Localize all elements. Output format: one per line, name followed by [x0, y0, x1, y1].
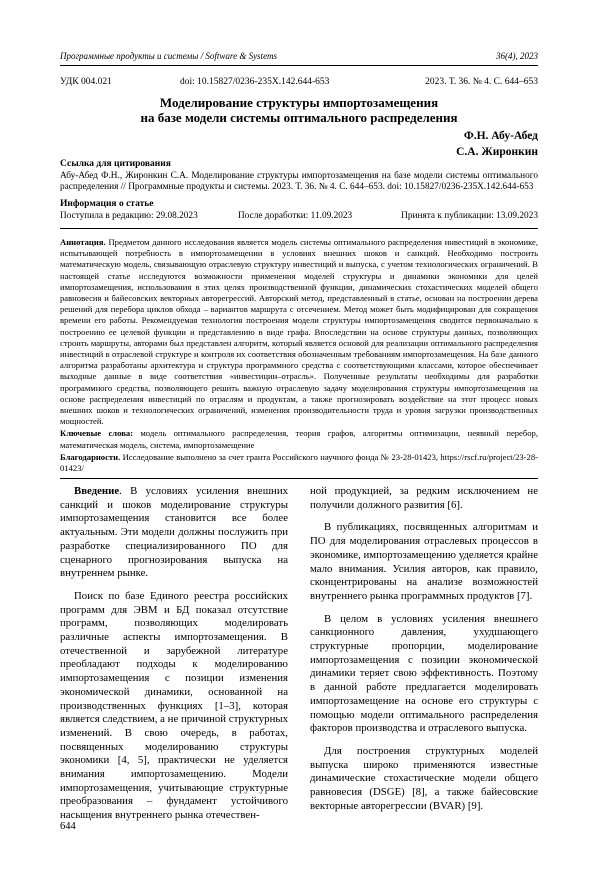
citation-short: 2023. Т. 36. № 4. С. 644–653 [425, 77, 538, 87]
intro-paragraph [60, 485, 288, 581]
citation-heading: Ссылка для цитирования [60, 159, 171, 169]
body-paragraph: В публикациях, посвященных алгоритмам и ПО для моделирования отраслевых процессов в экономике, импортозамещению уделяется крайне мало внимания. Усилия авторов, как правило, сконцентрированы на анализе возможностей внутреннего рынка программных продуктов [7]. [310, 521, 538, 602]
accepted-date: Принята к публикации: 13.09.2023 [401, 211, 538, 221]
body-paragraph: ной продукцией, за редким исключением не получили должного развития [6]. [310, 485, 538, 511]
page-number: 644 [60, 821, 76, 832]
intro-text: . В условиях усиления внешних санкций и шоков моделирование структуры импортозамещения становится все более актуальным. Эти модели должны послужить при разработке специализированного ПО для сценарного прогнозирования выпуска на внутреннем рынке. [60, 485, 288, 580]
journal-running-title: Программные продукты и системы / Software & Systems [60, 51, 278, 61]
revised-date: После доработки: 11.09.2023 [238, 211, 353, 221]
doi-label[interactable]: doi: 10.15827/0236-235X.142.644-653 [180, 77, 330, 87]
citation-text: Абу-Абед Ф.Н., Жиронкин С.А. Моделирование структуры импортозамещения на базе модели системы оптимального распределения // Программные продукты и системы. 2023. Т. 36. № 4. С. 644–653. doi: 10.15827/0236-235X.142.644-653 [60, 171, 538, 192]
body-paragraph: Поиск по базе Единого реестра российских программ для ЭВМ и БД показал отсутствие программ, позволяющих моделировать различные аспекты импортозамещения. В отечественной и зарубежной литературе преобладают подходы к моделированию импортозамещения с позиции изменения экономической динамики, основанной на производственных функциях [1–3], которая является следствием, а не причиной структурных изменений. В свою очередь, в работах, посвященных моделированию структуры экономики [4, 5], практически не уделяется внимания импортозамещению. Модели импортозамещения, учитывающие структурные преобразования – фундамент устойчивого насыщения внутреннего рынка отечествен- [60, 589, 288, 822]
abstract-text: Предметом данного исследования является модель системы оптимального распределения инвестиций в экономике, испытывающей потребность в импортозамещении в условиях внешних шоков и санкций. Необходимо построить математическую модель, связывающую отраслевую структуру инвестиций и выпуска, с учетом технологических ограничений. В настоящей статье исследуются возможности применения моделей структуры и динамики экономики для целей импортозамещения, использования в этих целях производственной функции, динамических стохастических моделей общего равновесия и байесовских векторных авторегрессий. Авторский метод, представленный в статье, основан на построении дерева решений для перебора циклов обхода – вариантов маршрута с отсечением. Метод может быть модифицирован для сокращения времени его работы. Рекомендуемая технология построения модели структуры импортозамещения сводится первоначально к построению ее целевой функции и представлению в виде графа. Впоследствии на основе структуры данных, позволяющих строить маршруты, авторами был представлен алгоритм, который является основой для реализации оптимального распределения инвестиций в отраслевой структуре и контроля их соответствия обозначенным требованиям импортозамещения. На базе данного алгоритма разработаны архитектура и структура программного средства с соответствующими классами, которое обеспечивает выходные данные в виде соответствия «инвестиции–отрасль». Полученные результаты необходимы для разработки программного средства, позволяющего решить важную отраслевую задачу моделирования структуры импортозамещения на основе распределения инвестиций по отраслям и продуктам, а также прогнозировать воздействие на этот процесс новых внешних шоков и технологических ограничений, изменения производительности труда и уровня загрузки производственных мощностей. [60, 237, 538, 427]
received-date: Поступила в редакцию: 29.08.2023 [60, 211, 198, 221]
acknowledgements-text: Исследование выполнено за счет гранта Российского научного фонда № 23-28-01423, https://rscf.ru/project/23-28-01423/ [60, 451, 538, 474]
body-paragraph: В целом в условиях усиления внешнего санкционного давления, ухудшающего структурные пропорции, моделирование импортозамещения с позиции экономической динамики теряет свою эффективность. Поэтому в данной работе предлагается моделировать импортозамещение на основе его структуры с помощью модели оптимального распределения факторов производства и отраслевого выпуска. [310, 612, 538, 735]
article-title [60, 95, 538, 125]
keywords-text: модель оптимального распределения, теория графов, алгоритмы оптимизации, неявный перебор, математическая модель, система, импортозамещение [60, 428, 538, 450]
title-line-2: на базе модели системы оптимального распределения [140, 110, 458, 125]
udk-label: УДК 004.021 [60, 77, 112, 87]
body-paragraph: Для построения структурных моделей выпуска широко применяются известные динамические стохастические модели общего равновесия (DSGE) [8], а также байесовские векторные авторегрессии (BVAR) [9]. [310, 744, 538, 812]
acknowledgements [60, 452, 538, 474]
intro-label: Введение [74, 485, 120, 497]
issue-label: 36(4), 2023 [496, 51, 538, 61]
author-2: С.А. Жиронкин [456, 146, 538, 158]
abstract-rule [60, 478, 538, 479]
body-column-right [310, 485, 538, 813]
article-info-heading: Информация о статье [60, 199, 154, 209]
abstract [60, 237, 538, 427]
author-1: Ф.Н. Абу-Абед [463, 130, 538, 142]
keywords [60, 428, 538, 450]
abstract-block [60, 237, 538, 474]
keywords-label: Ключевые слова: [60, 428, 133, 439]
body-column-left [60, 485, 288, 823]
title-line-1: Моделирование структуры импортозамещения [159, 95, 439, 110]
header-rule [60, 65, 538, 66]
info-rule [60, 228, 538, 229]
acknowledgements-label: Благодарности. [60, 451, 121, 462]
abstract-label: Аннотация. [60, 237, 106, 247]
